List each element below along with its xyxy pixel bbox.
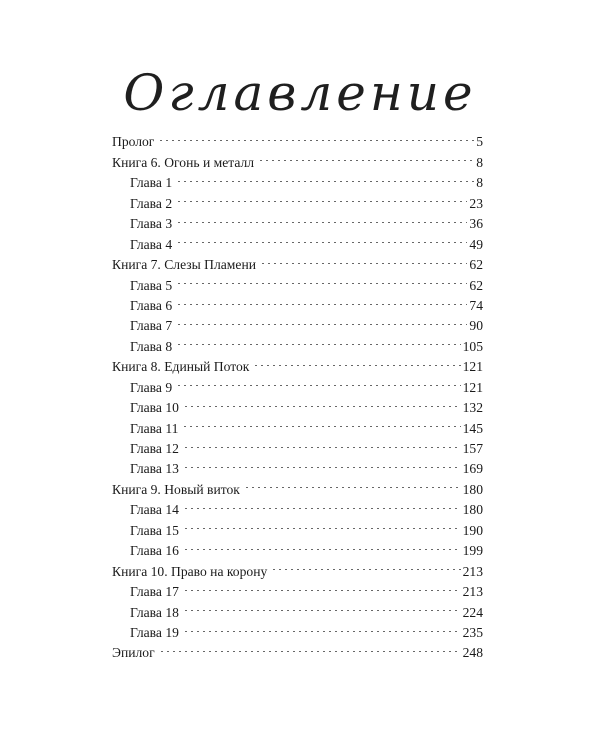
dot-leader — [156, 126, 475, 146]
dot-leader — [181, 433, 462, 453]
toc-entry-page-number: 5 — [476, 134, 483, 150]
toc-section-entry — [112, 126, 483, 150]
dot-leader — [181, 494, 462, 514]
toc-entry-page-number: 74 — [469, 297, 483, 313]
dot-leader — [174, 228, 468, 248]
dot-leader — [174, 269, 468, 289]
toc-entry-label: Глава 8 — [130, 338, 173, 354]
toc-entry-label: Глава 18 — [130, 604, 179, 620]
toc-entry-page-number: 132 — [462, 400, 483, 416]
toc-entry-label: Книга 7. Слезы Пламени — [112, 257, 256, 273]
toc-entry-page-number: 49 — [469, 236, 483, 252]
dot-leader — [181, 596, 462, 616]
toc-entry-label: Глава 17 — [130, 584, 179, 600]
toc-entry-label: Книга 8. Единый Поток — [112, 359, 250, 375]
toc-entry-label: Глава 11 — [130, 420, 179, 436]
toc-entry-label: Глава 9 — [130, 379, 173, 395]
toc-entry-page-number: 36 — [469, 216, 483, 232]
toc-entry-label: Книга 9. Новый виток — [112, 481, 240, 497]
toc-entry-label: Эпилог — [112, 645, 155, 661]
toc-section-entry — [112, 146, 483, 170]
toc-section-entry — [112, 637, 483, 661]
toc-entry-page-number: 145 — [462, 420, 483, 436]
dot-leader — [269, 555, 461, 575]
dot-leader — [181, 535, 462, 555]
dot-leader — [242, 473, 462, 493]
dot-leader — [181, 392, 462, 412]
dot-leader — [174, 187, 468, 207]
toc-entry-label: Глава 7 — [130, 318, 173, 334]
toc-entry-page-number: 62 — [469, 277, 483, 293]
dot-leader — [180, 412, 461, 432]
toc-entry-label: Глава 16 — [130, 543, 179, 559]
dot-leader — [181, 453, 462, 473]
toc-entry-page-number: 213 — [462, 563, 483, 579]
toc-entry-label: Глава 10 — [130, 400, 179, 416]
toc-entry-page-number: 213 — [462, 584, 483, 600]
toc-entry-label: Глава 5 — [130, 277, 173, 293]
toc-entry-label: Глава 1 — [130, 175, 173, 191]
toc-entry-page-number: 248 — [462, 645, 483, 661]
toc-entry-label: Книга 10. Право на корону — [112, 563, 268, 579]
toc-entry-page-number: 8 — [476, 154, 483, 170]
dot-leader — [251, 351, 461, 371]
toc-entry-label: Книга 6. Огонь и металл — [112, 154, 255, 170]
toc-list — [112, 126, 483, 661]
toc-title: Оглавление — [123, 64, 477, 122]
toc-entry-label: Пролог — [112, 134, 155, 150]
toc-entry-page-number: 62 — [469, 257, 483, 273]
toc-entry-page-number: 23 — [469, 195, 483, 211]
dot-leader — [174, 330, 461, 350]
toc-entry-label: Глава 13 — [130, 461, 179, 477]
toc-entry-page-number: 121 — [462, 379, 483, 395]
toc-entry-page-number: 235 — [462, 624, 483, 640]
toc-entry-label: Глава 4 — [130, 236, 173, 252]
dot-leader — [174, 290, 468, 310]
toc-entry-page-number: 169 — [462, 461, 483, 477]
dot-leader — [174, 208, 468, 228]
toc-entry-label: Глава 15 — [130, 522, 179, 538]
toc-entry-label: Глава 12 — [130, 441, 179, 456]
dot-leader — [157, 637, 462, 657]
toc-entry-page-number: 180 — [462, 481, 483, 497]
toc-entry-page-number: 180 — [462, 502, 483, 518]
dot-leader — [174, 371, 461, 391]
toc-entry-page-number: 90 — [469, 318, 483, 334]
toc-entry-page-number: 224 — [462, 604, 483, 620]
dot-leader — [174, 310, 468, 330]
toc-entry-page-number: 199 — [462, 543, 483, 559]
dot-leader — [258, 249, 468, 269]
toc-entry-page-number: 105 — [462, 338, 483, 354]
toc-entry-page-number: 8 — [476, 175, 483, 191]
dot-leader — [256, 146, 475, 166]
toc-entry-label: Глава 2 — [130, 195, 173, 211]
toc-entry-page-number: 121 — [462, 359, 483, 375]
toc-entry-label: Глава 6 — [130, 297, 173, 313]
dot-leader — [181, 514, 462, 534]
toc-entry-label: Глава 14 — [130, 502, 179, 518]
dot-leader — [181, 617, 462, 637]
toc-entry-page-number: 157 — [462, 441, 483, 456]
dot-leader — [181, 576, 462, 596]
toc-entry-page-number: 190 — [462, 522, 483, 538]
toc-entry-label: Глава 19 — [130, 624, 179, 640]
toc-entry-label: Глава 3 — [130, 216, 173, 232]
dot-leader — [174, 167, 475, 187]
